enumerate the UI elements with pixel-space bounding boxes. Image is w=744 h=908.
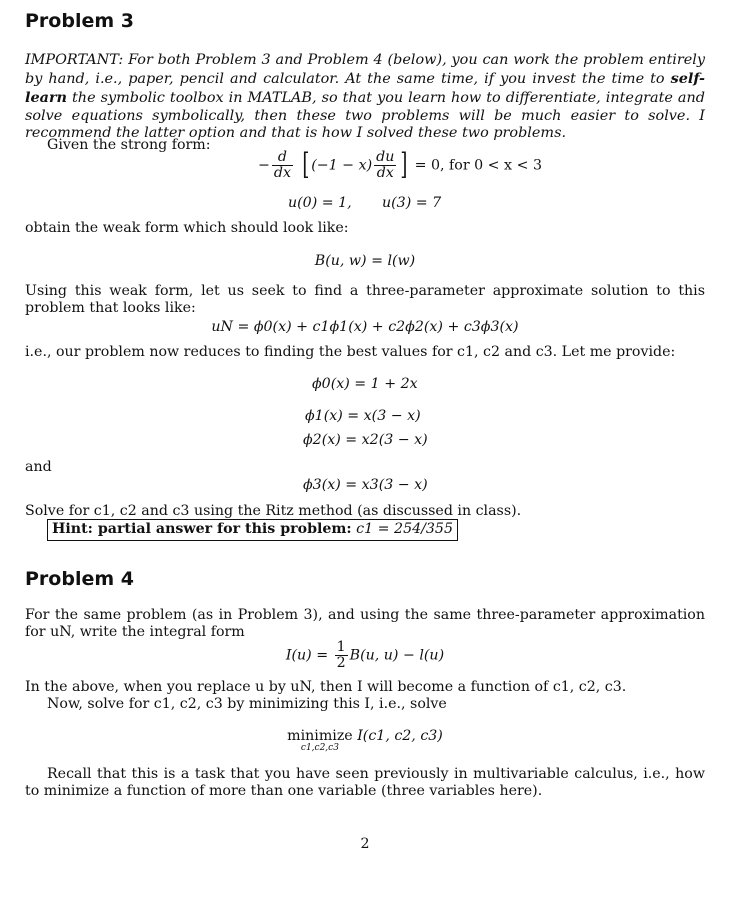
important-prefix: IMPORTANT: (25, 52, 124, 68)
eq-inner: (−1 − x) (311, 157, 373, 174)
eq-minus: − (258, 157, 270, 174)
eq-rhs: = 0, for 0 < x < 3 (414, 157, 542, 174)
minimize-operator: minimize c1,c2,c3 (287, 728, 353, 754)
phi0-equation: ϕ0(x) = 1 + 2x (312, 376, 418, 392)
bc-right: u(3) = 7 (382, 195, 442, 211)
reduce-text: i.e., our problem now reduces to finding the best values for c1, c2 and c3. Let me provide: (25, 344, 676, 360)
important-paragraph (25, 52, 705, 143)
phi3-equation: ϕ3(x) = x3(3 − x) (303, 477, 428, 493)
given-text: Given the strong form: (47, 137, 211, 153)
page-number: 2 (360, 836, 370, 852)
strong-form-equation (25, 147, 705, 183)
left-bracket: [ (301, 147, 309, 183)
eq-d-dx: $\frac{d}{dx}$ (273, 149, 291, 181)
eq-du-dx: $\frac{du}{dx}$ (376, 149, 395, 181)
integral-half: $\frac{1}{2}$ (336, 639, 346, 671)
important-text-1: For both Problem 3 and Problem 4 (below), you can work the problem entirely by hand, i.e., paper, pencil and calculator. At the same time, if you invest the time to (25, 52, 705, 87)
phi2-equation: ϕ2(x) = x2(3 − x) (303, 432, 428, 448)
hint-label: Hint: partial answer for this problem: (52, 521, 352, 537)
seek-text: Using this weak form, let us seek to find a three-parameter approximate solution to this problem that looks like: (25, 283, 705, 317)
uN-equation: uN = ϕ0(x) + c1ϕ1(x) + c2ϕ2(x) + c3ϕ3(x) (211, 319, 519, 335)
phi1-equation: ϕ1(x) = x(3 − x) (305, 408, 421, 424)
weak-equation: B(u, w) = l(w) (314, 253, 416, 269)
important-bold: self-learn (25, 69, 705, 106)
recall-text: Recall that this is a task that you have seen previously in multivariable calculus, i.e., how to minimize a function of more than one variable (three variables here). (25, 766, 705, 800)
problem4-intro: For the same problem (as in Problem 3), and using the same three-parameter approximation for uN, write the integral form (25, 607, 705, 641)
integral-rhs: B(u, u) − l(u) (349, 647, 445, 664)
integral-equation (25, 640, 705, 671)
and-text: and (25, 459, 52, 475)
minimize-equation (25, 728, 705, 753)
solve-text: Solve for c1, c2 and c3 using the Ritz method (as discussed in class). (25, 503, 522, 519)
weak-text: obtain the weak form which should look like: (25, 220, 349, 236)
bc-left: u(0) = 1, (288, 195, 352, 211)
important-text-2: the symbolic toolbox in MATLAB, so that you learn how to differentiate, integrate and solve equations symbolically, then these two problems will be much easier to solve. I recommend the latter option and that is how I solved these two problems. (25, 89, 705, 142)
problem4-title: Problem 4 (25, 568, 134, 590)
integral-lhs: I(u) = (285, 647, 329, 664)
replace-text: In the above, when you replace u by uN, then I will become a function of c1, c2, c3. (25, 679, 627, 695)
minimize-function: I(c1, c2, c3) (357, 728, 443, 744)
minimize-text: Now, solve for c1, c2, c3 by minimizing this I, i.e., solve (47, 696, 447, 712)
problem3-title: Problem 3 (25, 10, 134, 32)
right-bracket: ] (400, 147, 408, 183)
hint-value: c1 = 254/355 (356, 521, 453, 537)
hint-box (47, 519, 458, 541)
